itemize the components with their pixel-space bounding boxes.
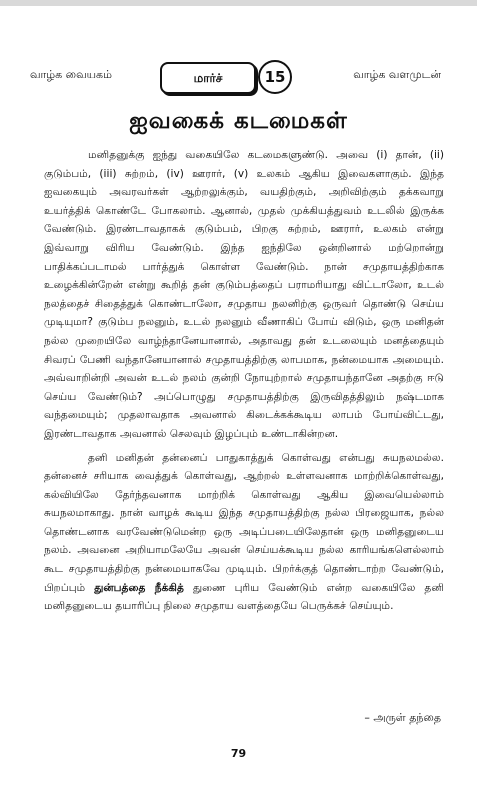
paragraph-2-text-b: துணை புரிய வேண்டும் என்ற வகையிலே தனி மனிதனுடைய தயாரிப்பு நிலை சமுதாய வளத்தையே பெருக்கச் செய்யும். (44, 581, 444, 613)
page-number: 79 (230, 747, 247, 760)
day-number-circle: 15 (258, 60, 292, 94)
page-title: ஐவகைக் கடமைகள் (129, 108, 348, 134)
article-body (44, 146, 444, 616)
month-label-box: மார்ச் (160, 62, 256, 94)
paragraph-2-text-a: தனி மனிதன் தன்னைப் பாதுகாத்துக் கொள்வது என்பது சுயநலமல்ல. தன்னைச் சரியாக வைத்துக் கொள்வது, ஆற்றல் உள்ளவனாக மாற்றிக்கொள்வது, கல்வியிலே தேர்ந்தவனாக மாற்றிக் கொள்வது ஆகிய இவையெல்லாம் சுயநலமாகாது. நான் வாழக் கூடிய இந்த சமுதாயத்திற்கு நல்ல பிரஜையாக, நல்ல தொண்டனாக வரவேண்டுமென்ற ஒரு அடிப்படையிலேதான் ஒரு மனிதனுடைய நலம். அவனை அறியாமலேயே அவன் செய்யக்கூடிய நல்ல காரியங்களெல்லாம் கூட சமுதாயத்திற்கு நன்மையாகவே முடியும். பிறர்க்குத் தொண்டாற்ற வேண்டும், பிறப்பும் (44, 451, 444, 594)
header-right-motto: வாழ்க வளமுடன் (353, 68, 441, 81)
paragraph-2 (44, 449, 444, 616)
header-left-motto: வாழ்க வையகம் (30, 68, 112, 81)
scan-edge (0, 0, 477, 6)
paragraph-2-bold-phrase: துன்பத்தை நீக்கித் (94, 581, 184, 594)
page-header (0, 62, 477, 96)
author-signature: – அருள் தந்தை (364, 711, 441, 724)
paragraph-1: மனிதனுக்கு ஐந்து வகையிலே கடமைகளுண்டு. அவை (i) தான், (ii) குடும்பம், (iii) சுற்றம், (iv) ஊரார், (v) உலகம் ஆகிய இவைகளாகும். இந்த ஐவகையும் அவரவர்கள் ஆற்றலுக்கும், வயதிற்கும், அறிவிற்கும் தக்கவாறு உயர்த்திக் கொண்டே போகலாம். ஆனால், முதல் முக்கியத்துவம் உடலில் இருக்க வேண்டும். இரண்டாவதாகக் குடும்பம், பிறகு சுற்றம், ஊரார், உலகம் என்று இவ்வாறு விரிய வேண்டும். இந்த ஐந்திலே ஒன்றினால் மற்றொன்று பாதிக்கப்படாமல் பார்த்துக் கொள்ள வேண்டும். நான் சமுதாயத்திற்காக உழைக்கின்றேன் என்று கூறித் தன் குடும்பத்தைப் பராமரியாது விட்டாலோ, உடல் நலத்தைச் சிதைத்துக் கொண்டாலோ, சமுதாய நலனிற்கு ஒருவர் தொண்டு செய்ய முடியுமா? குடும்ப நலனும், உடல் நலனும் வீணாகிப் போய் விடும், ஒரு மனிதன் நல்ல முறையிலே வாழ்ந்தானேயானால், அதாவது தன் உடலையும் மனத்தையும் சிவரப் பேணி வந்தானேயானால் சமுதாயத்திற்கு லாபமாக, நன்மையாக அமையும். அவ்வாறின்றி அவன் உடல் நலம் குன்றி நோயுற்றால் சமுதாயந்தானே அதற்கு ஈடு செய்ய வேண்டும்? அப்பொழுது சமுதாயத்திற்கு இருவிதத்திலும் நஷ்டமாக வந்தமையும்; முதலாவதாக அவனால் கிடைக்கக்கூடிய லாபம் போய்விட்டது, இரண்டாவதாக அவனால் செலவும் இழப்பும் உண்டாகின்றன. (44, 149, 444, 440)
